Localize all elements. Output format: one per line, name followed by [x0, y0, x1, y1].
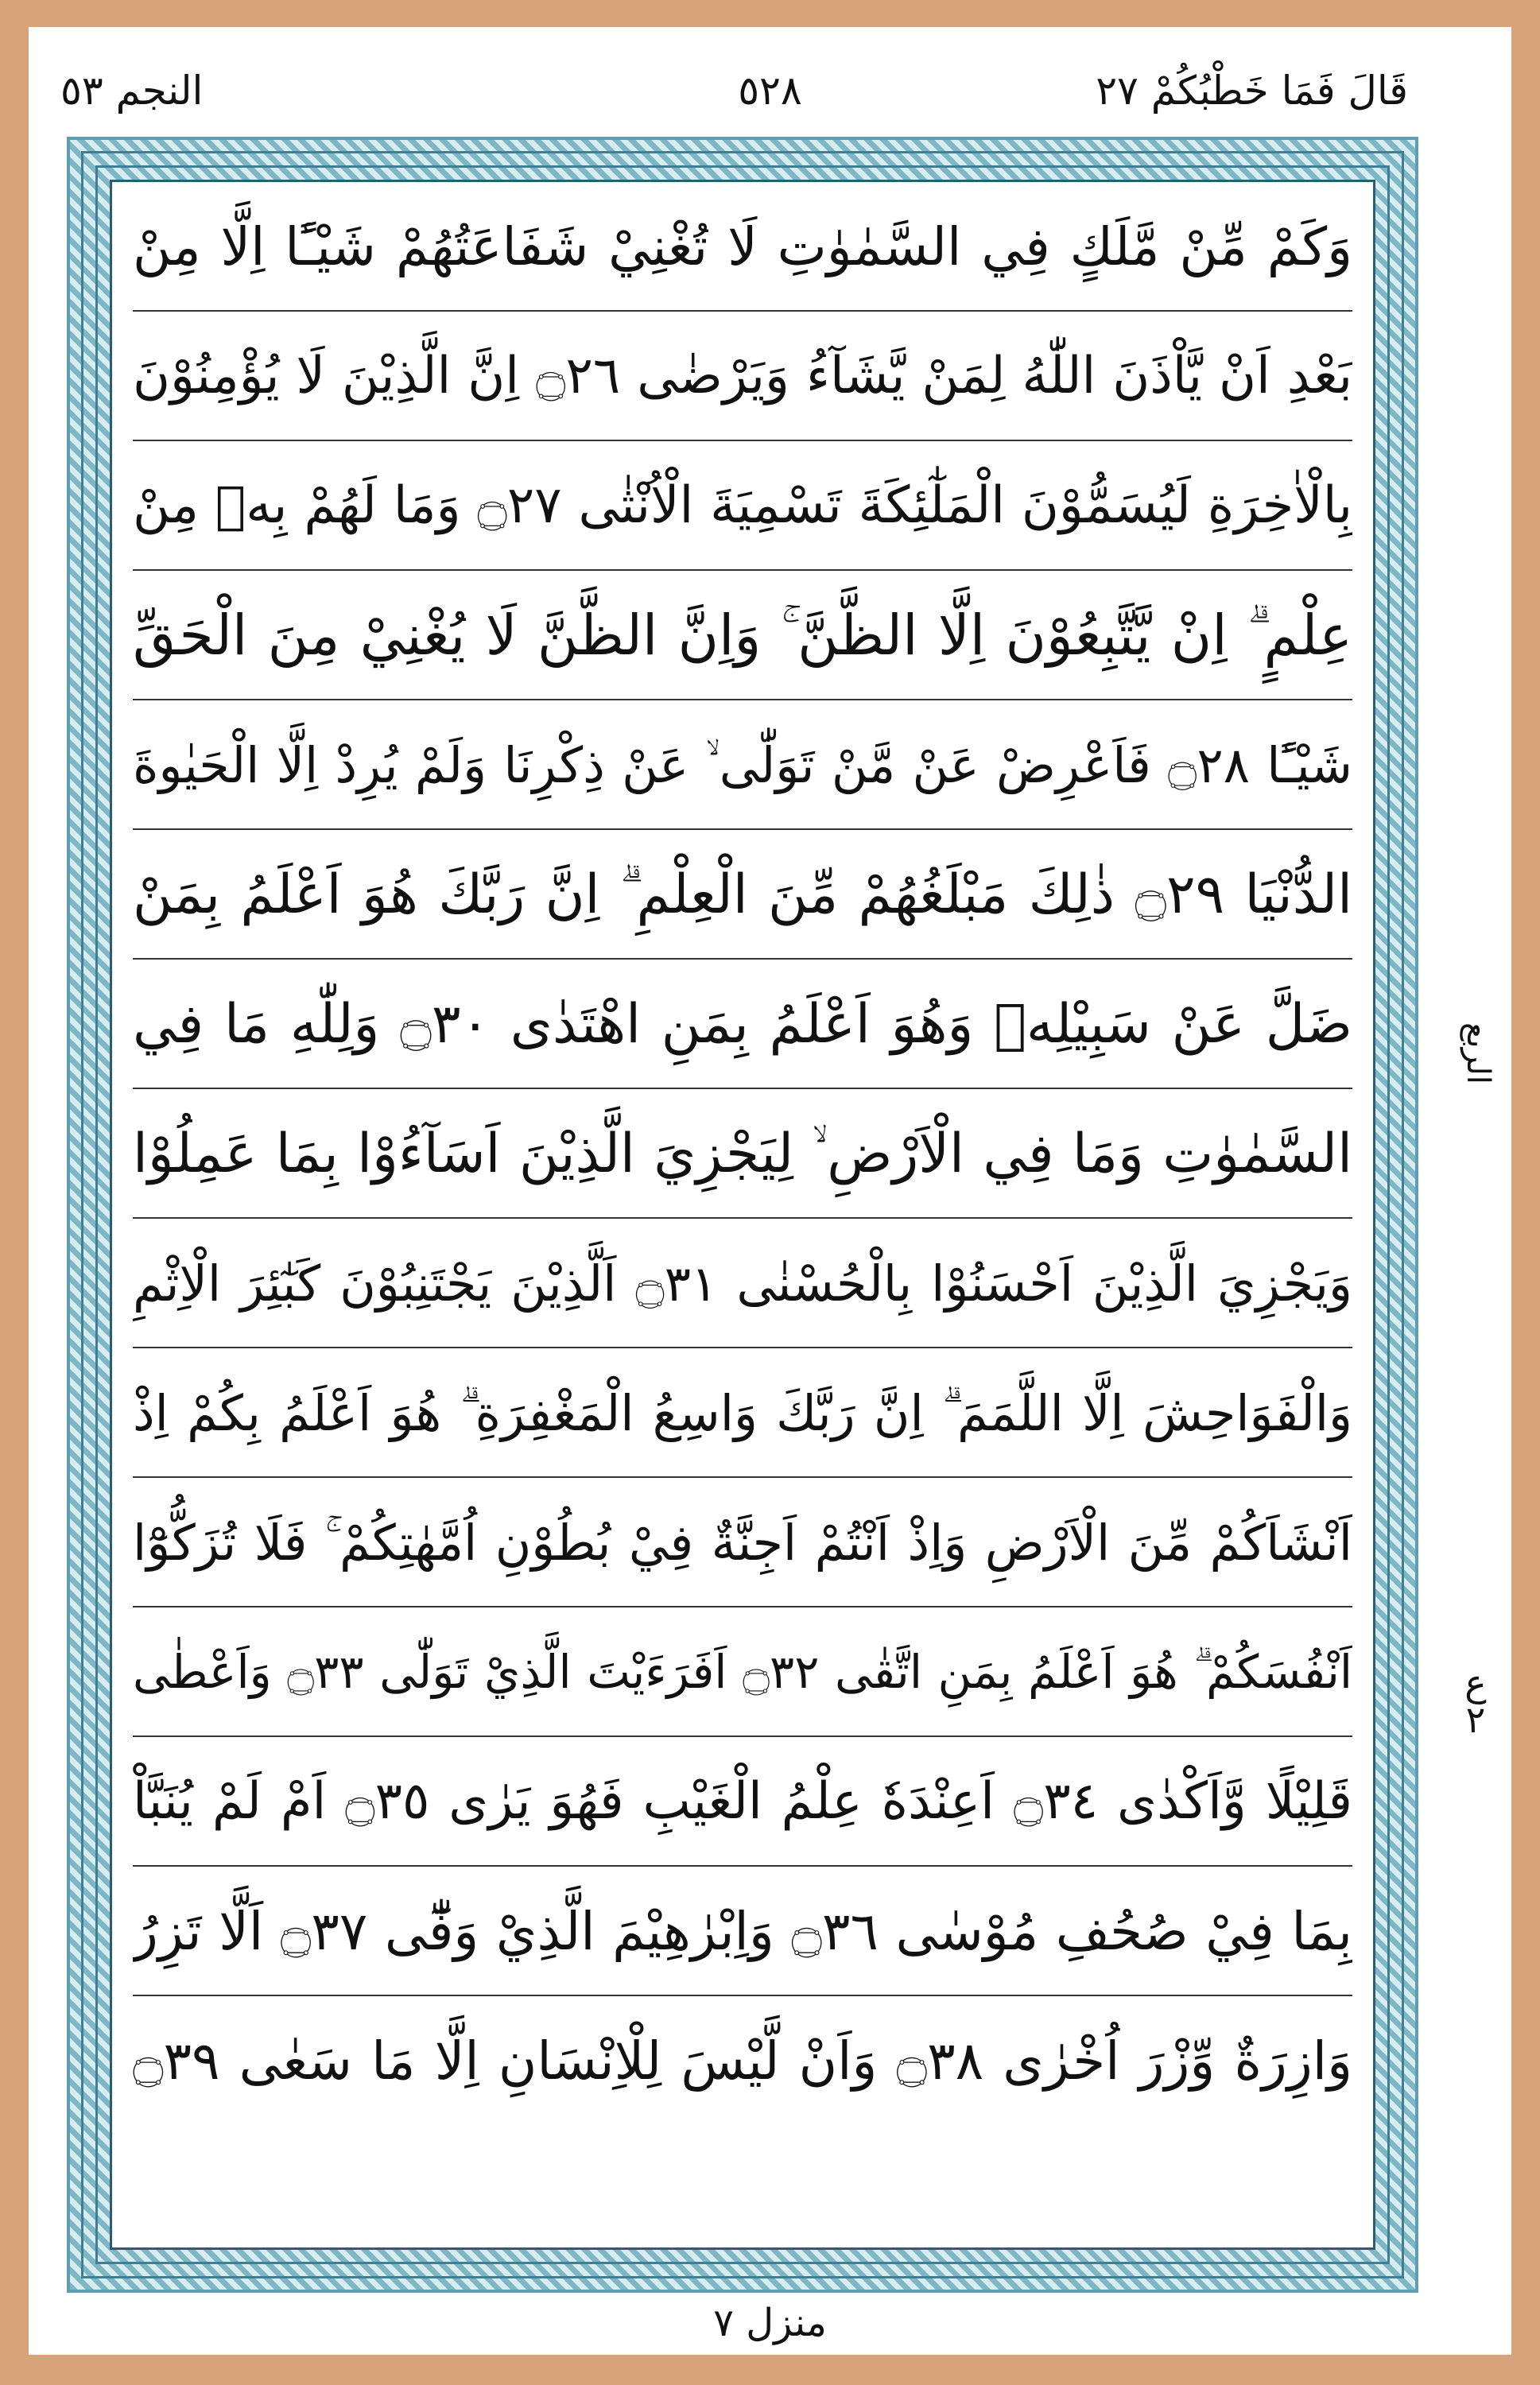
verse-line-13: قَلِيْلًا وَّاَكْدٰى ۝٣٤ اَعِنْدَهٗ عِلْمُ الْغَيْبِ فَهُوَ يَرٰى ۝٣٥ اَمْ لَمْ يُنَبَّاْ: [133, 1737, 1352, 1867]
verse-line-10: وَالْفَوَاحِشَ اِلَّا اللَّمَمَ ۗ اِنَّ رَبَّكَ وَاسِعُ الْمَغْفِرَةِ ۗ هُوَ اَعْلَمُ بِكُمْ اِذْ: [133, 1348, 1352, 1478]
mushaf-page: [29, 27, 1511, 2355]
verse-line-2: بَعْدِ اَنْ يَّاْذَنَ اللّٰهُ لِمَنْ يَّشَآءُ وَيَرْضٰى ۝٢٦ اِنَّ الَّذِيْنَ لَا يُؤْمِنُوْنَ: [133, 312, 1352, 441]
decorative-border: [67, 137, 1418, 2293]
text-panel: [110, 180, 1375, 2250]
verse-line-5: شَيْـًٔا ۝٢٨ فَاَعْرِضْ عَنْ مَّنْ تَوَلّٰى ۙ عَنْ ذِكْرِنَا وَلَمْ يُرِدْ اِلَّا الْحَيٰوةَ: [133, 700, 1352, 830]
verse-line-7: ضَلَّ عَنْ سَبِيْلِهٖ وَهُوَ اَعْلَمُ بِمَنِ اهْتَدٰى ۝٣٠ وَلِلّٰهِ مَا فِي: [133, 960, 1352, 1089]
ruku-marker: ع ٢: [1464, 1662, 1487, 1741]
verse-line-3: بِالْاٰخِرَةِ لَيُسَمُّوْنَ الْمَلٰٓئِكَةَ تَسْمِيَةَ الْاُنْثٰى ۝٢٧ وَمَا لَهُمْ بِهٖ مِنْ: [133, 441, 1352, 571]
verse-line-11: اَنْشَاَكُمْ مِّنَ الْاَرْضِ وَاِذْ اَنْتُمْ اَجِنَّةٌ فِيْ بُطُوْنِ اُمَّهٰتِكُمْ ۚ فَلَا تُزَكُّوْٓا: [133, 1478, 1352, 1607]
rub-marker: الربع: [1459, 1022, 1496, 1084]
verse-line-4: عِلْمٍ ۗ اِنْ يَّتَّبِعُوْنَ اِلَّا الظَّنَّ ۚ وَاِنَّ الظَّنَّ لَا يُغْنِيْ مِنَ الْحَقِّ: [133, 571, 1352, 700]
juz-title: قَالَ فَمَا خَطْبُكُمْ ٢٧: [1096, 68, 1408, 114]
verse-line-6: الدُّنْيَا ۝٢٩ ذٰلِكَ مَبْلَغُهُمْ مِّنَ الْعِلْمِ ۗ اِنَّ رَبَّكَ هُوَ اَعْلَمُ بِمَنْ: [133, 830, 1352, 960]
verse-line-1: وَكَمْ مِّنْ مَّلَكٍ فِي السَّمٰوٰتِ لَا تُغْنِيْ شَفَاعَتُهُمْ شَيْـًٔا اِلَّا مِنْ: [133, 182, 1352, 312]
verse-line-15: وَازِرَةٌ وِّزْرَ اُخْرٰى ۝٣٨ وَاَنْ لَّيْسَ لِلْاِنْسَانِ اِلَّا مَا سَعٰى ۝٣٩: [133, 2030, 1352, 2092]
verse-line-8: السَّمٰوٰتِ وَمَا فِي الْاَرْضِ ۙ لِيَجْزِيَ الَّذِيْنَ اَسَآءُوْا بِمَا عَمِلُوْا: [133, 1089, 1352, 1219]
page-number: ٥٢٨: [738, 68, 802, 114]
verse-line-12: اَنْفُسَكُمْ ۗ هُوَ اَعْلَمُ بِمَنِ اتَّقٰى ۝٣٢ اَفَرَءَيْتَ الَّذِيْ تَوَلّٰى ۝٣٣ وَاَعْطٰى: [133, 1607, 1352, 1737]
verse-line-14: بِمَا فِيْ صُحُفِ مُوْسٰى ۝٣٦ وَاِبْرٰهِيْمَ الَّذِيْ وَفّٰٓى ۝٣٧ اَلَّا تَزِرُ: [133, 1867, 1352, 1996]
surah-title: النجم ٥٣: [60, 68, 204, 114]
verse-line-9: وَيَجْزِيَ الَّذِيْنَ اَحْسَنُوْا بِالْحُسْنٰى ۝٣١ اَلَّذِيْنَ يَجْتَنِبُوْنَ كَبٰٓئِرَ الْاِثْمِ: [133, 1219, 1352, 1348]
manzil-footer: منزل ٧: [713, 2301, 827, 2345]
